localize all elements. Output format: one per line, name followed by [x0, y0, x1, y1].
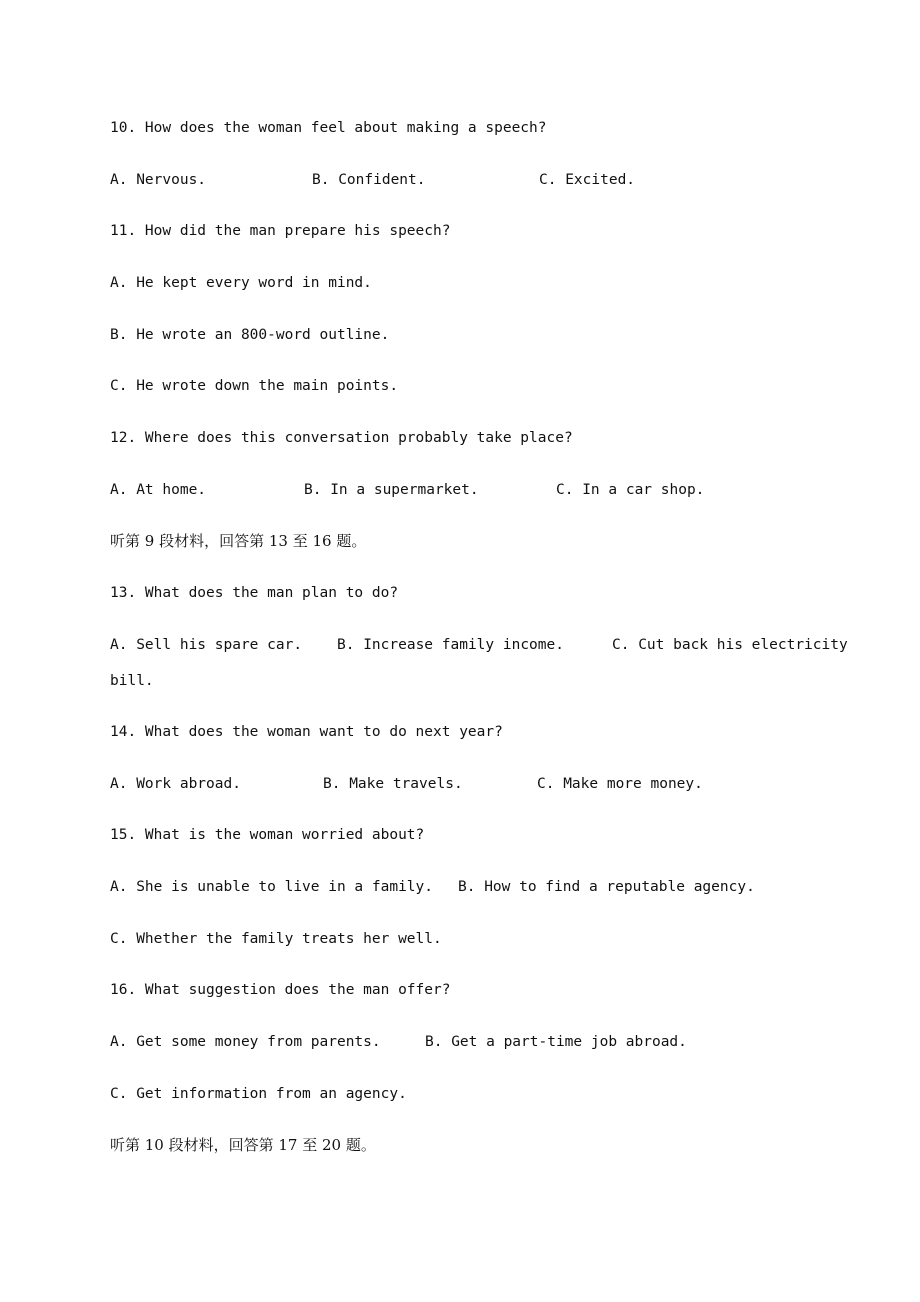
q15-option-c: C. Whether the family treats her well. — [110, 931, 442, 947]
question-13: 13. What does the man plan to do? — [110, 585, 399, 601]
q10-option-b: B. Confident. — [312, 172, 426, 188]
q11-option-b: B. He wrote an 800-word outline. — [110, 327, 390, 343]
question-15: 15. What is the woman worried about? — [110, 827, 425, 843]
q12-option-c: C. In a car shop. — [556, 482, 705, 498]
question-14: 14. What does the woman want to do next year? — [110, 724, 503, 740]
q11-option-c: C. He wrote down the main points. — [110, 378, 399, 394]
section-9-instruction: 听第 9 段材料，回答第 13 至 16 题。 — [110, 532, 367, 550]
q12-option-a: A. At home. — [110, 482, 207, 498]
q15-option-a: A. She is unable to live in a family. — [110, 879, 434, 895]
question-11: 11. How did the man prepare his speech? — [110, 223, 451, 239]
q13-option-a: A. Sell his spare car. — [110, 637, 303, 653]
question-16: 16. What suggestion does the man offer? — [110, 982, 451, 998]
question-12: 12. Where does this conversation probably take place? — [110, 430, 573, 446]
q14-option-b: B. Make travels. — [323, 776, 463, 792]
q11-option-a: A. He kept every word in mind. — [110, 275, 372, 291]
q16-option-b: B. Get a part-time job abroad. — [425, 1034, 687, 1050]
question-10: 10. How does the woman feel about making a speech? — [110, 120, 547, 136]
q14-option-a: A. Work abroad. — [110, 776, 241, 792]
q13-option-c: C. Cut back his electricity — [612, 637, 848, 653]
q15-option-b: B. How to find a reputable agency. — [458, 879, 755, 895]
q16-option-a: A. Get some money from parents. — [110, 1034, 381, 1050]
q13-option-c-continued: bill. — [110, 673, 154, 689]
q13-option-b: B. Increase family income. — [337, 637, 564, 653]
q16-option-c: C. Get information from an agency. — [110, 1086, 407, 1102]
q10-option-c: C. Excited. — [539, 172, 636, 188]
section-10-instruction: 听第 10 段材料，回答第 17 至 20 题。 — [110, 1136, 376, 1154]
q12-option-b: B. In a supermarket. — [304, 482, 479, 498]
q14-option-c: C. Make more money. — [537, 776, 703, 792]
q10-option-a: A. Nervous. — [110, 172, 207, 188]
